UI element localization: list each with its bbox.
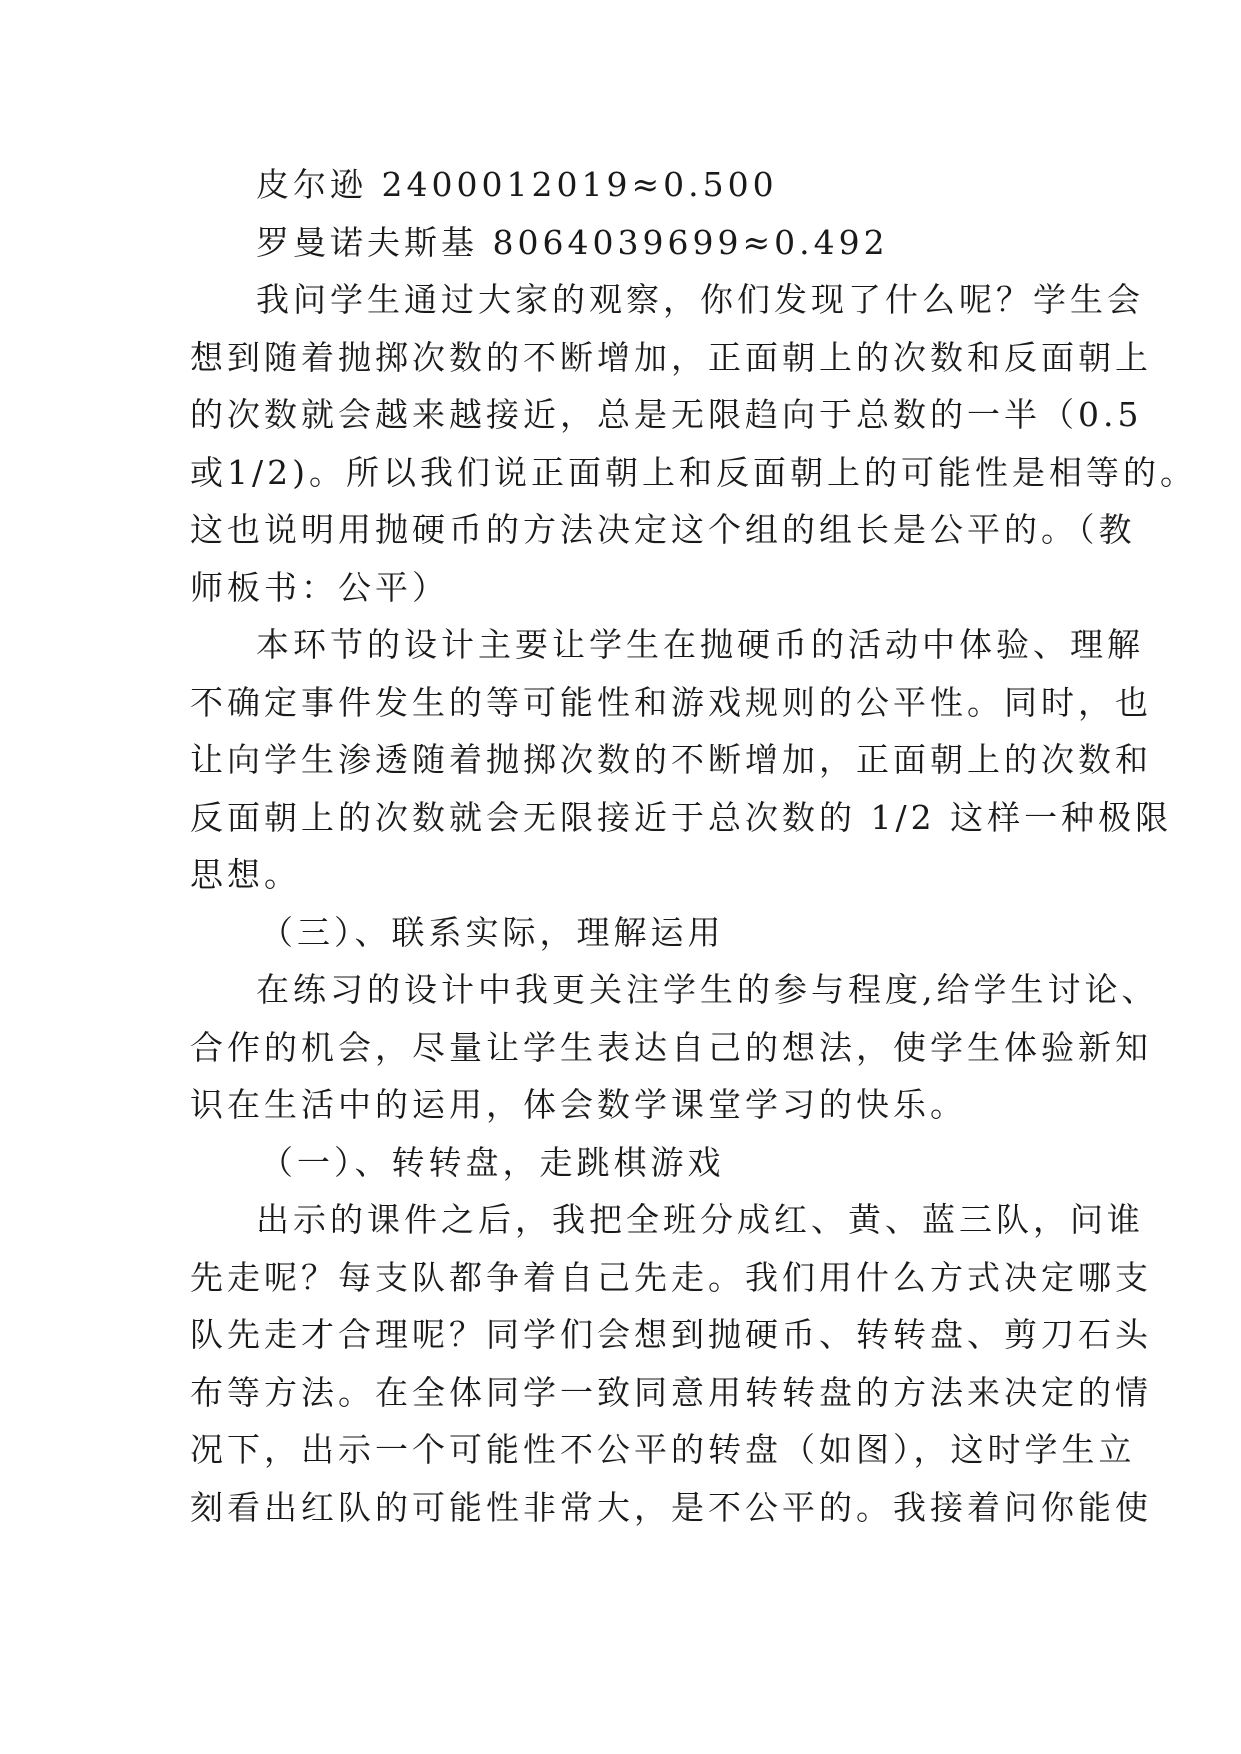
paragraph-line: 或1/2)。所以我们说正面朝上和反面朝上的可能性是相等的。 <box>190 452 1197 492</box>
text-line: 罗曼诺夫斯基 8064039699≈0.492 <box>256 222 889 262</box>
paragraph-line: 思想。 <box>190 855 301 894</box>
section-heading: （一）、转转盘，走跳棋游戏 <box>260 1142 725 1182</box>
paragraph-line: 我问学生通过大家的观察，你们发现了什么呢？学生会 <box>256 280 1144 319</box>
paragraph-line: 反面朝上的次数就会无限接近于总次数的 1/2 这样一种极限 <box>190 797 1173 837</box>
paragraph-line: 识在生活中的运用，体会数学课堂学习的快乐。 <box>190 1085 967 1124</box>
text-line: 皮尔逊 2400012019≈0.500 <box>256 165 778 204</box>
paragraph-line: 的次数就会越来越接近，总是无限趋向于总数的一半（0.5 <box>190 395 1143 434</box>
paragraph-line: 合作的机会，尽量让学生表达自己的想法，使学生体验新知 <box>190 1027 1152 1067</box>
paragraph-line: 刻看出红队的可能性非常大，是不公平的。我接着问你能使 <box>190 1487 1152 1527</box>
paragraph-line: 这也说明用抛硬币的方法决定这个组的组长是公平的。（教 <box>190 510 1136 549</box>
paragraph-line: 况下，出示一个可能性不公平的转盘（如图），这时学生立 <box>190 1430 1136 1469</box>
paragraph-line: 在练习的设计中我更关注学生的参与程度,给学生讨论、 <box>256 970 1159 1009</box>
paragraph-line: 出示的课件之后，我把全班分成红、黄、蓝三队，问谁 <box>256 1200 1144 1239</box>
paragraph-line: 师板书：公平） <box>190 567 449 607</box>
paragraph-line: 先走呢？每支队都争着自己先走。我们用什么方式决定哪支 <box>190 1257 1152 1297</box>
paragraph-line: 不确定事件发生的等可能性和游戏规则的公平性。同时，也 <box>190 682 1152 722</box>
paragraph-line: 队先走才合理呢？同学们会想到抛硬币、转转盘、剪刀石头 <box>190 1315 1152 1354</box>
paragraph-line: 本环节的设计主要让学生在抛硬币的活动中体验、理解 <box>256 625 1144 664</box>
paragraph-line: 想到随着抛掷次数的不断增加，正面朝上的次数和反面朝上 <box>190 337 1152 377</box>
paragraph-line: 布等方法。在全体同学一致同意用转转盘的方法来决定的情 <box>190 1372 1152 1412</box>
paragraph-line: 让向学生渗透随着抛掷次数的不断增加，正面朝上的次数和 <box>190 740 1152 779</box>
document-body <box>190 156 1197 1536</box>
section-heading: （三）、联系实际，理解运用 <box>260 912 725 952</box>
